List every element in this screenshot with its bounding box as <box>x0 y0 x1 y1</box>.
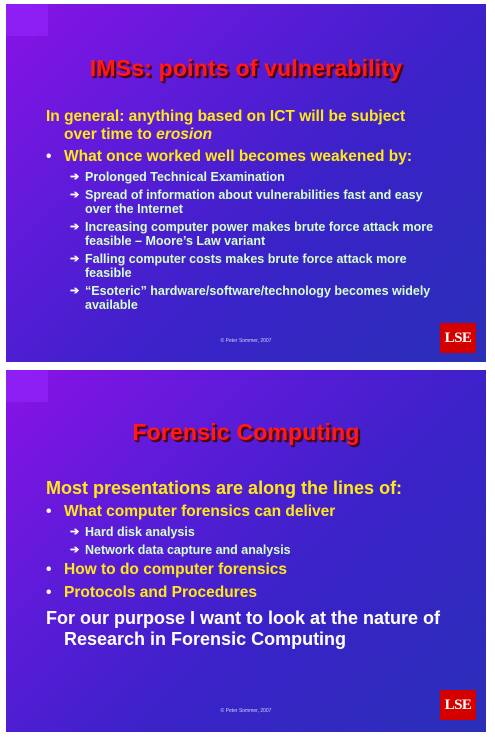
intro-paragraph <box>46 108 451 144</box>
sub-item-text: Prolonged Technical Examination <box>85 170 285 184</box>
sub-item <box>46 284 451 312</box>
bullet-text: What once worked well becomes weakened by: <box>64 148 412 165</box>
intro-emphasis: erosion <box>156 126 213 143</box>
intro-line-2: over time to <box>64 126 157 143</box>
bullet-item <box>46 148 451 166</box>
sub-item <box>46 525 451 539</box>
sub-item-text: Increasing computer power makes brute force attack more feasible – Moore’s Law variant <box>85 220 434 248</box>
sub-item-text: “Esoteric” hardware/software/technology becomes widely available <box>85 284 431 312</box>
lse-logo: LSE <box>440 690 476 720</box>
arrow-icon: ➔ <box>70 221 80 233</box>
corner-decoration <box>6 370 48 402</box>
slide-body <box>46 478 451 650</box>
sub-item-text: Spread of information about vulnerabilities fast and easy over the Internet <box>85 188 423 216</box>
bullet-text: What computer forensics can deliver <box>64 503 336 520</box>
bullet-text: Protocols and Procedures <box>64 584 257 601</box>
arrow-icon: ➔ <box>70 189 80 201</box>
closing-paragraph: For our purpose I want to look at the nature of Research in Forensic Computing <box>46 608 441 649</box>
slide-2 <box>6 370 486 732</box>
sub-list <box>46 525 451 557</box>
arrow-icon: ➔ <box>70 253 80 265</box>
bullet-item <box>46 561 451 579</box>
lse-logo: LSE <box>440 323 476 353</box>
sub-item-text: Network data capture and analysis <box>85 543 291 557</box>
bullet-icon: • <box>46 148 52 165</box>
bullet-icon: • <box>46 584 52 601</box>
intro-line-1: In general: anything based on ICT will be subject <box>46 108 406 125</box>
slide-body <box>46 108 451 316</box>
arrow-icon: ➔ <box>70 285 80 297</box>
bullet-icon: • <box>46 561 52 578</box>
sub-list <box>46 170 451 312</box>
slide-title: IMSs: points of vulnerability <box>89 55 403 81</box>
intro-paragraph: Most presentations are along the lines of: <box>46 478 403 498</box>
sub-item <box>46 188 451 216</box>
sub-item <box>46 543 451 557</box>
bullet-item <box>46 503 451 521</box>
sub-item-text: Falling computer costs makes brute force attack more feasible <box>85 252 407 280</box>
slide-footer: © Peter Sommer, 2007 <box>220 708 272 714</box>
slide-footer: © Peter Sommer, 2007 <box>220 338 272 344</box>
bullet-text: How to do computer forensics <box>64 561 288 578</box>
sub-item <box>46 252 451 280</box>
arrow-icon: ➔ <box>70 526 80 538</box>
sub-item <box>46 170 451 184</box>
slide-1 <box>6 4 486 362</box>
bullet-icon: • <box>46 503 52 520</box>
sub-item-text: Hard disk analysis <box>85 525 195 539</box>
slide-title: Forensic Computing <box>132 419 360 445</box>
arrow-icon: ➔ <box>70 171 80 183</box>
arrow-icon: ➔ <box>70 544 80 556</box>
sub-item <box>46 220 451 248</box>
corner-decoration <box>6 4 48 36</box>
bullet-item <box>46 584 451 602</box>
